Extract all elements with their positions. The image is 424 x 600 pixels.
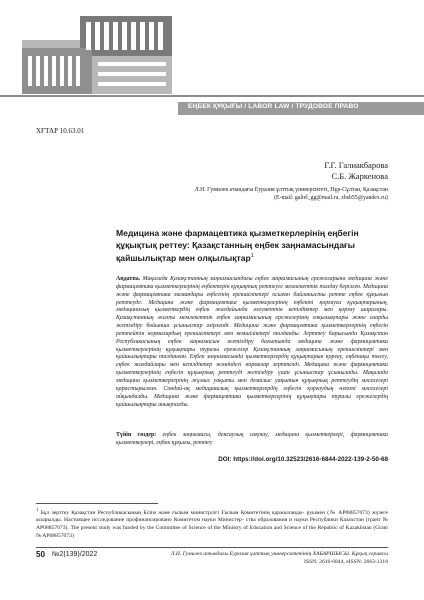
title-footnote-mark: 1 [250, 253, 254, 260]
abstract-line: қайшылықтары анықталды. [116, 401, 189, 408]
doi-label: DOI: [218, 456, 232, 463]
section-title: ЕҢБЕК ҚҰҚЫҒЫ / LABOR LAW / ТРУДОВОЕ ПРАВО [188, 103, 359, 110]
abstract-line: заңнамасында қызметкерлердің құқықтарын қорғау, еңбекақы төлеу, еңбек [116, 354, 388, 369]
abstract-line: демалыс уақытын құқықтық реттеудің мәселелері қарастырылған. Сондай-ақ [116, 377, 389, 392]
footnote-mark: 1 [36, 508, 39, 513]
title-line: Медицина және фармацевтика қызметкерлерінің еңбегін [116, 228, 359, 238]
abstract-line: ұсыныстар ұсынылады. Мақалада медицина қызметкерлерінің жұмыс уақыты мен [116, 370, 388, 384]
keywords [116, 432, 388, 448]
abstract-line: жағдайлары мен кепілдіктер жөніндегі нормалар зерттелді. Медицина және [133, 362, 347, 369]
footnote-line: Бұл зерттеу Қазақстан Республикасының Білім және ғылым министрлігі Ғылым Комитетінің қаржыланды- [40, 509, 305, 516]
affiliation: Л.Н. Гумилев атындағы Еуразия ұлттық университеті, Нұр-Сұлтан, Қазақстан [194, 187, 388, 193]
keywords-line: қызметкерлері, еңбек құқығы, реттеу [116, 439, 213, 446]
abstract-line: фармацевтика қызметкерлерінің еңбегін құқықтық реттеуді жетілдіру үшін [116, 362, 388, 377]
footnote-rule [36, 503, 158, 504]
abstract-line: Мақалада Қазақстанның заңнамасындағы еңбек заңнамасының ережеларына медицина [142, 276, 372, 282]
author-2: С.Б. Жаркенова [331, 171, 388, 181]
abstract [116, 276, 388, 409]
abstract-line: барысында Қазақстан Республикасының еңбек заңнамасын жетілдіру бағытында [116, 330, 388, 345]
article-title [116, 228, 388, 265]
abstract-line: қызметкерлерінің еңбекті қорғауға құқықтарының, медициналық қызметкердің еңбек [116, 299, 388, 314]
footnote-line: Committee of Science of the Ministry of Education and Science of the Republic of Kazakhstan (Grant № AP08857073) [36, 525, 388, 539]
abstract-line: мемлекеттік еңбек заңнамасының ережелерінің олқылықтары және оларды жетілдіру [116, 315, 388, 330]
abstract-line: және фармацевтика қызметкерлерінің еңбектерін құқықтық реттеуге мемлекеттік [116, 276, 388, 290]
keywords-label: Түйін сөздер: [116, 432, 157, 438]
abstract-line: еңбегін реттейтін нормалардың ерекшеліктері мен кемшіліктері талданды. Зерттеу [116, 323, 388, 337]
footnote-line: руымен (№ AP08857073) жүзеге асырылды. Настоящее исследование профинансировано Комитетом науки Министер- [36, 509, 388, 524]
abstract-label: Аңдатпа. [116, 276, 141, 282]
keywords-line: еңбек заңнамасы, денсаулық сақтау, медицина қызметкерлері, фармацевтика [162, 432, 388, 438]
journal-issn: ISSN: 2616-6844, eISSN: 2663-1318 [304, 559, 388, 565]
header-rule [0, 95, 424, 97]
journal-name: Л.Н. Гумилев атындағы Еуразия ұлттық университетінің ХАБАРШЫСЫ. Құқық сериясы [170, 551, 388, 557]
udc-code: ХҒТАР 10.63.01 [36, 127, 85, 135]
abstract-line: жағдайында әлеуметтік кепілдіктер мен қорғау шаралары. Қазақстанның жалпы [116, 307, 388, 322]
issue-number: №2(139)/2022 [52, 551, 98, 558]
author-emails: (E-mail: galiel_gg@mail.ru, zhsb55@yandex.ru) [274, 195, 388, 201]
abstract-line: талдау берілген. Медицина және фармацевтика мамандары еңбегінің ерекшеліктері [116, 283, 388, 298]
author-1: Г.Г. Галиакбарова [324, 160, 388, 170]
abstract-line: Медицина және фармацевтика қызметкерлерінің құқықтары туралы ережелердің [154, 393, 388, 400]
abstract-line: бойынша ұсыныстар әзірленді. Медицина және фармацевтика қызметкерлерінің [146, 323, 367, 330]
footer-rule [36, 547, 388, 548]
page-number: 50 [36, 550, 45, 559]
title-line: құқықтық реттеу: Қазақстанның еңбек заңнамасындағы [116, 239, 355, 250]
footnote-line: ства образования и науки Республики Казахстан (грант № AP08857073). The present study was funded by the [36, 517, 388, 532]
abstract-line: Қазақстанның заңнамасының ерекшеліктері мен қайшылықтары талданған. Еңбек [116, 346, 388, 361]
abstract-line: медицина және фармацевтика қызметкерлерінің құқықтары туралы ережелер [116, 338, 388, 353]
university-building-logo [22, 12, 172, 94]
abstract-line: осыған байланысты ретте еңбек құқығын реттеуде. Медицина және фармацевтика [116, 291, 388, 306]
doi-link[interactable]: https://doi.org/10.32523/2616-6844-2022-139-2-50-68 [233, 456, 388, 463]
doi [218, 456, 388, 463]
title-line: қайшылықтар мен олқылықтар$^1$ [116, 253, 254, 264]
abstract-line: медициналық қызметкерлердің еңбегін қорғаудың өзекті мәселелері айқындалды. [116, 385, 388, 400]
footnote [36, 507, 388, 540]
